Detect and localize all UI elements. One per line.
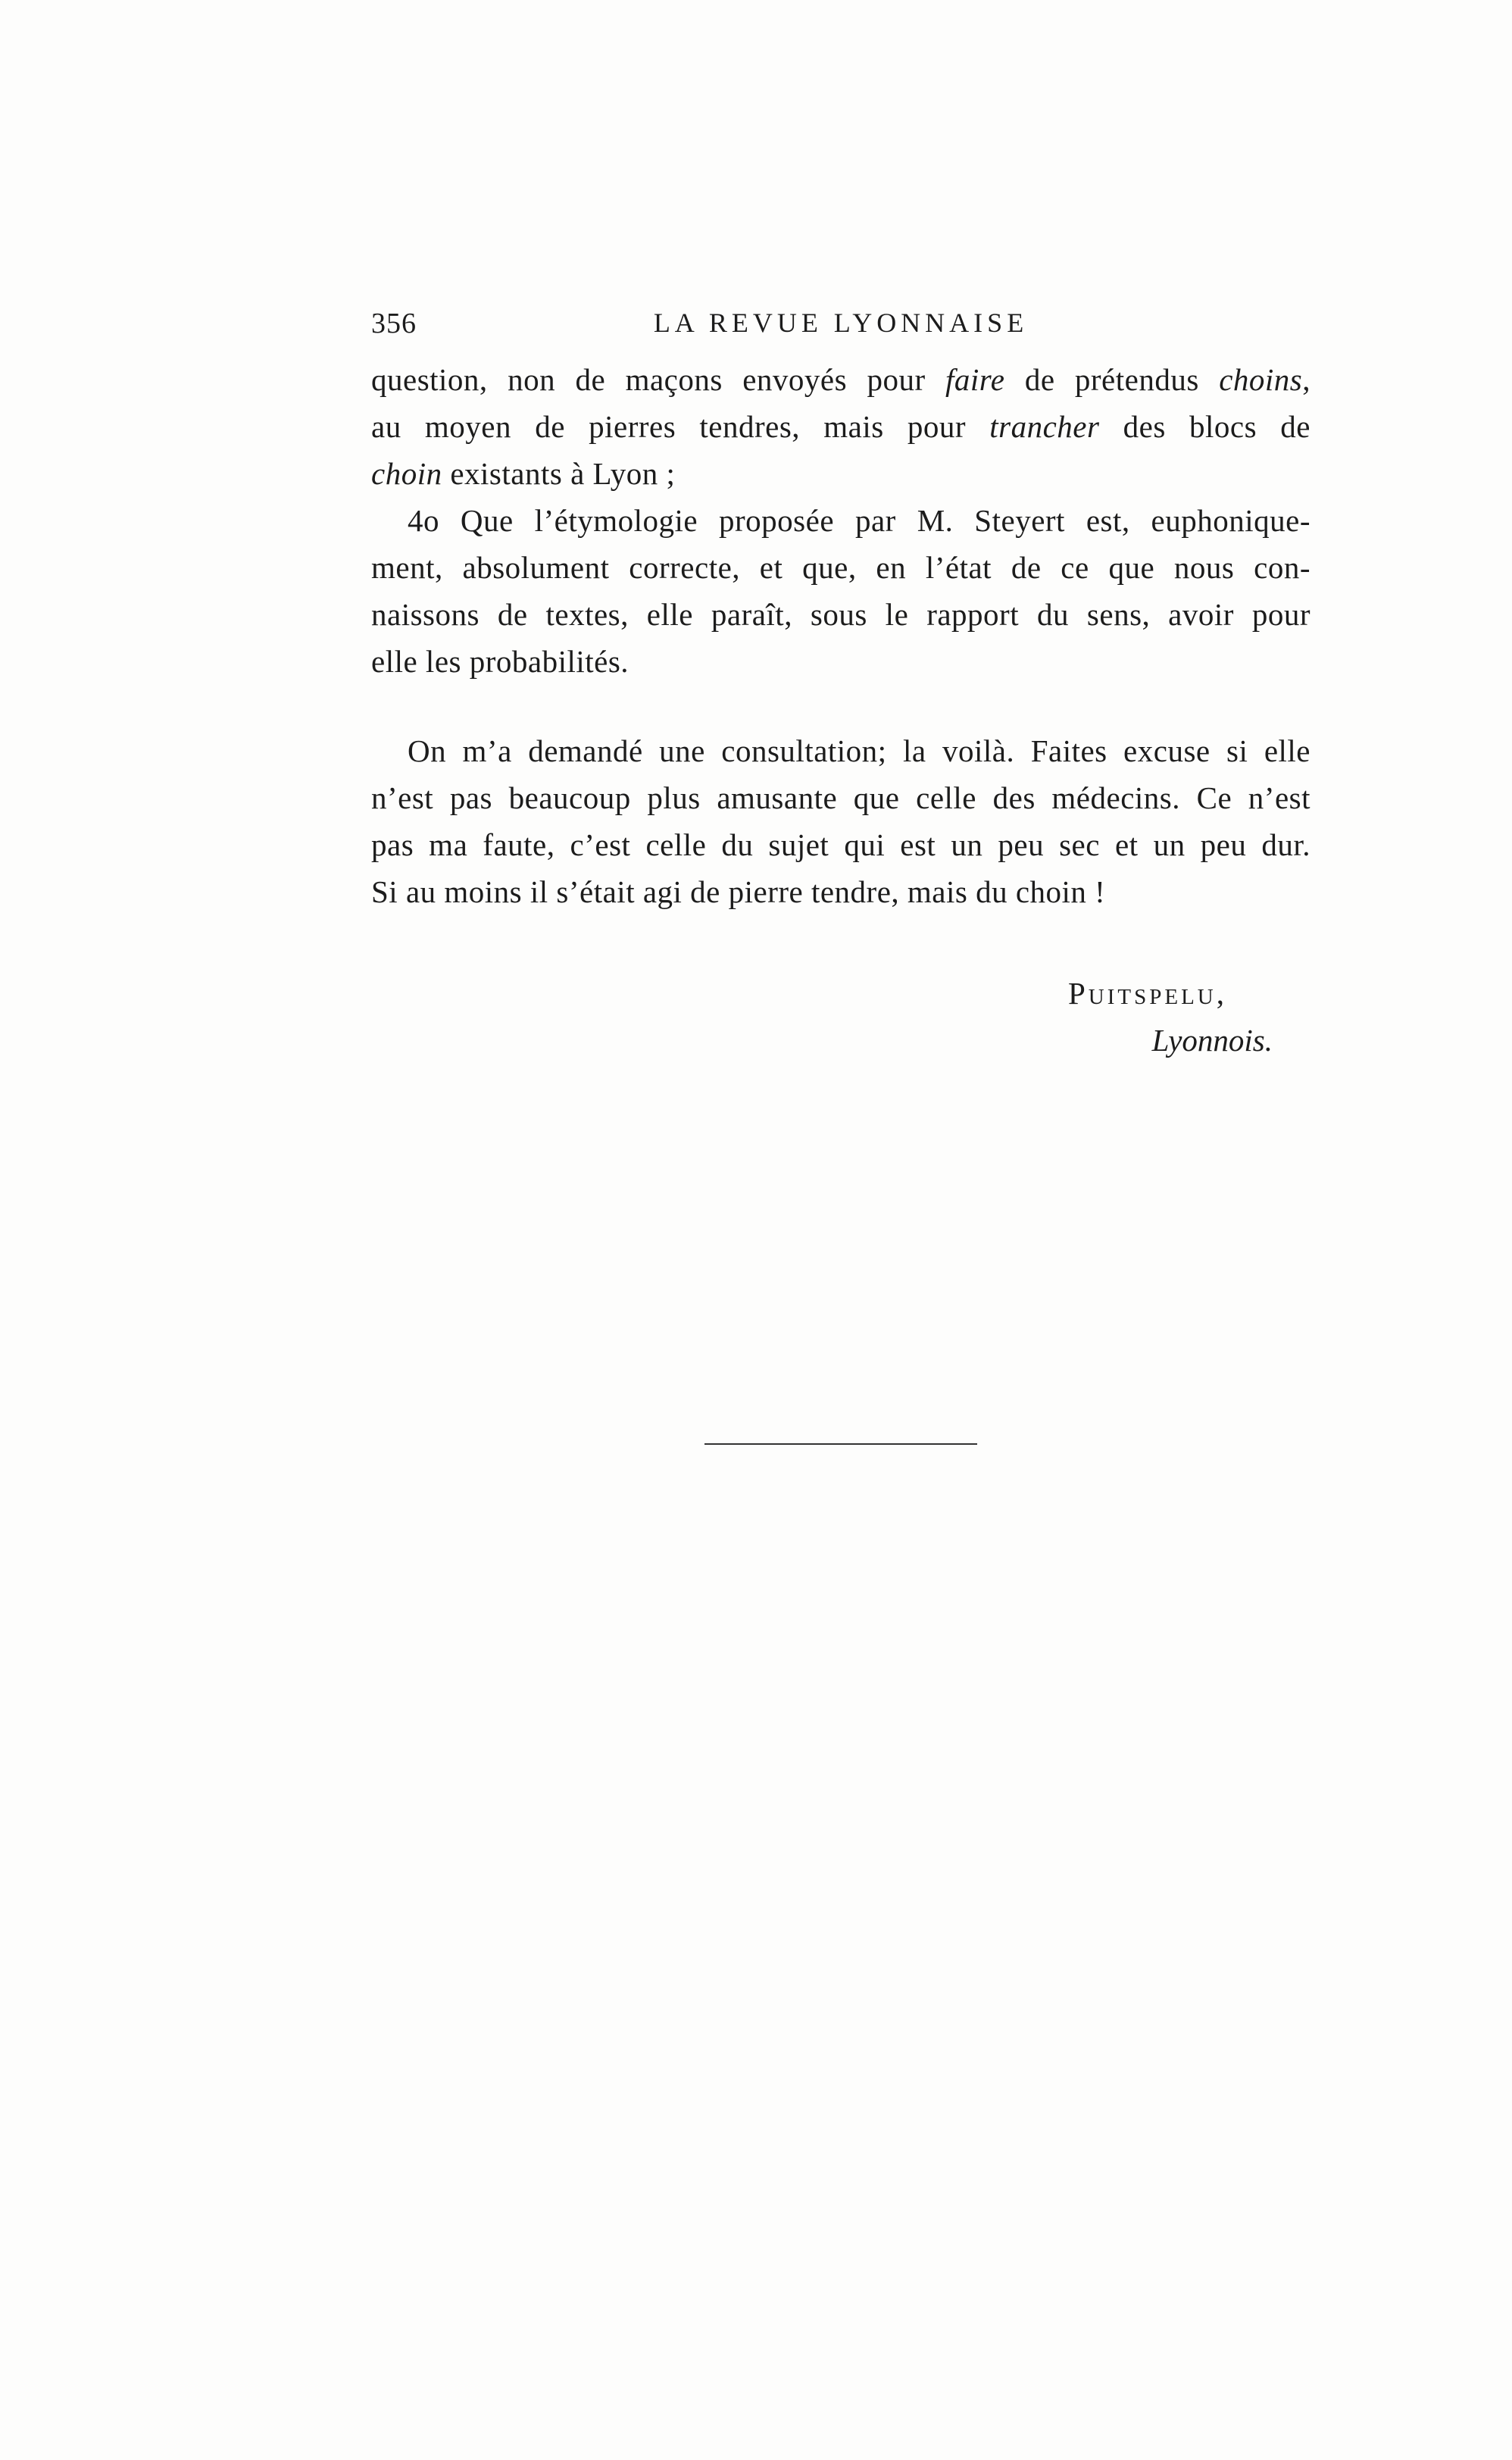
author-place: Lyonnois. xyxy=(1151,1023,1273,1058)
page-number: 356 xyxy=(371,308,417,339)
text-line: choin existants à Lyon ; xyxy=(371,456,676,491)
page-header xyxy=(371,307,1311,352)
signature xyxy=(909,970,1273,1064)
text-line: 4o Que l’étymologie proposée par M. Steyert est, euphonique- xyxy=(408,503,1311,538)
body-text-closing xyxy=(371,727,1311,915)
text-line: au moyen de pierres tendres, mais pour trancher des blocs de xyxy=(371,409,1311,444)
text-line: question, non de maçons envoyés pour faire de prétendus choins, xyxy=(371,362,1311,397)
text-line: naissons de textes, elle paraît, sous le rapport du sens, avoir pour xyxy=(371,597,1311,632)
body-text-top xyxy=(371,356,1311,685)
running-title: LA REVUE LYONNAISE xyxy=(653,308,1029,338)
text-line: elle les probabilités. xyxy=(371,644,629,679)
text-line: On m’a demandé une consultation; la voilà. Faites excuse si elle xyxy=(408,733,1311,768)
author-name: Puitspelu, xyxy=(1068,976,1227,1011)
text-line: n’est pas beaucoup plus amusante que celle des médecins. Ce n’est xyxy=(371,780,1311,815)
text-line: ment, absolument correcte, et que, en l’état de ce que nous con- xyxy=(371,550,1311,585)
end-rule xyxy=(704,1443,977,1445)
text-line: pas ma faute, c’est celle du sujet qui est un peu sec et un peu dur. xyxy=(371,827,1311,862)
text-line: Si au moins il s’était agi de pierre tendre, mais du choin ! xyxy=(371,874,1106,909)
